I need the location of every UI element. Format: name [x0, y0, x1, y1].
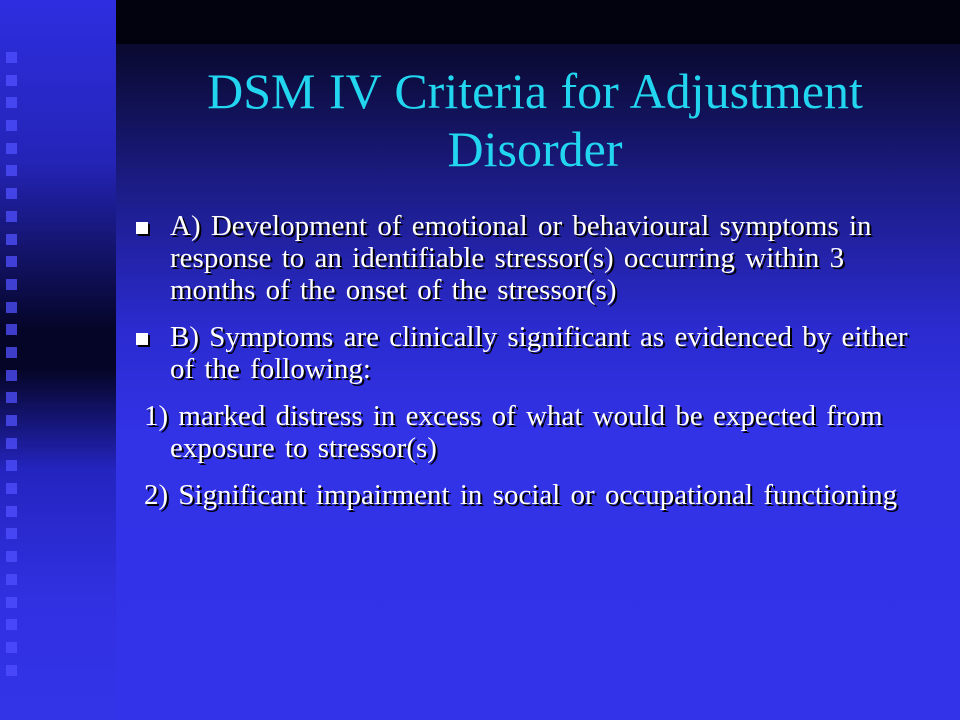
sub-item-text: 2) Significant impairment in social or occupational functioning [144, 479, 898, 511]
top-dark-band [116, 0, 960, 44]
sub-item-text: 1) marked distress in excess of what would be expected from exposure to stressor(s) [144, 400, 883, 464]
square-bullet-icon [136, 222, 148, 234]
slide-body [134, 210, 934, 526]
slide-title: DSM IV Criteria for Adjustment Disorder [207, 63, 863, 177]
left-decorative-strip [0, 0, 116, 720]
decorative-squares [6, 52, 22, 672]
sub-item [134, 400, 934, 464]
bullet-item [134, 210, 934, 306]
square-bullet-icon [136, 333, 148, 345]
bullet-text: B) Symptoms are clinically significant as evidenced by either of the following: [170, 321, 908, 385]
sub-item [134, 479, 934, 511]
bullet-item [134, 321, 934, 385]
bullet-text: A) Development of emotional or behavioural symptoms in response to an identifiable stressor(s) occurring within 3 months of the onset of the stressor(s) [170, 210, 872, 306]
